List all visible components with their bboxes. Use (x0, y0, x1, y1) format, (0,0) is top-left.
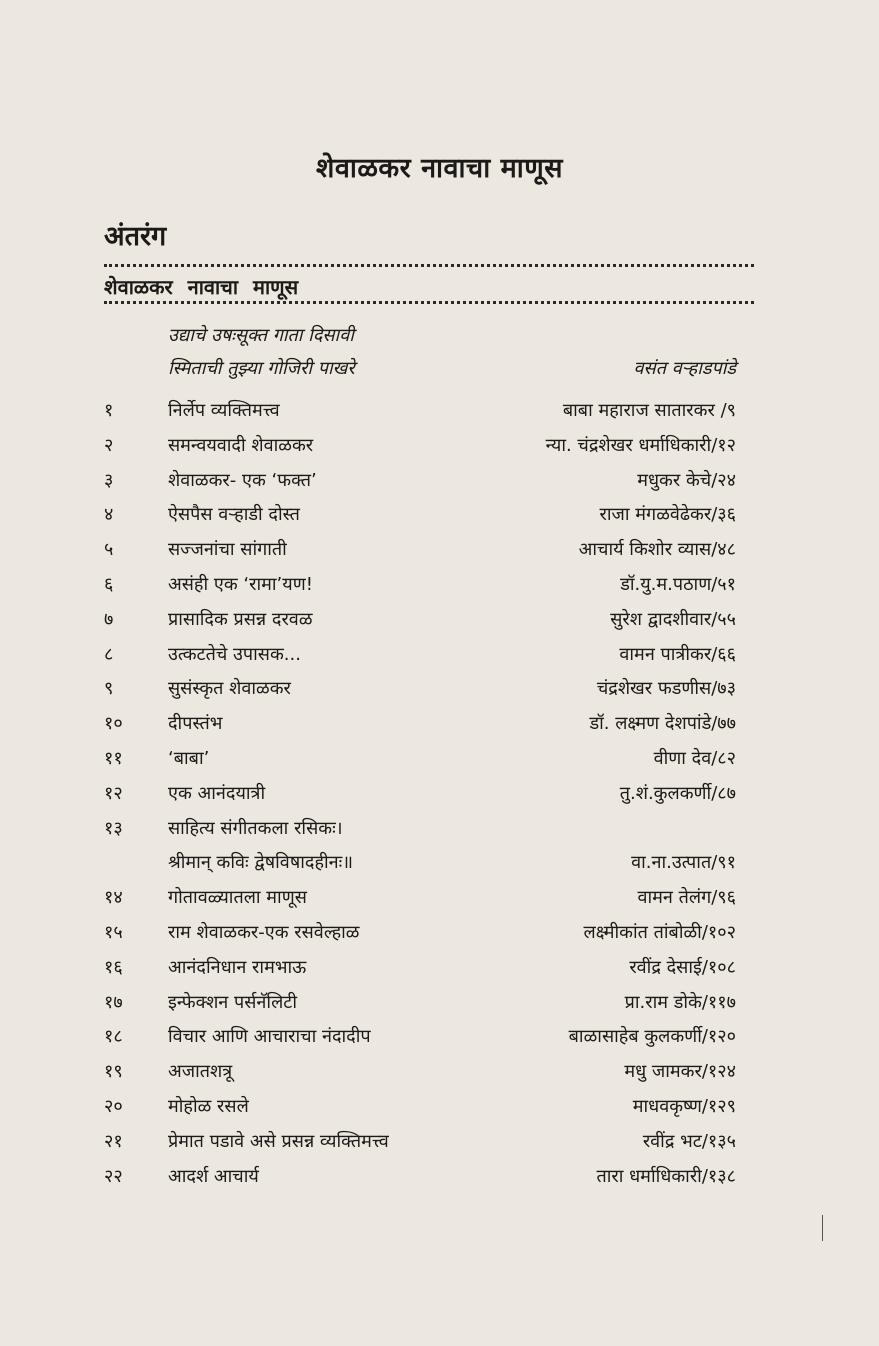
dotted-divider-top (104, 264, 754, 267)
toc-number: १३ (104, 817, 123, 839)
toc-author-page: रवींद्र देसाई/१०८ (629, 956, 736, 978)
toc-title: अजातशत्रू (168, 1061, 233, 1083)
toc-title: गोतावळ्यातला माणूस (168, 887, 307, 909)
toc-author-page: माधवकृष्ण/१२९ (632, 1095, 736, 1117)
toc-title: उत्कटतेचे उपासक... (168, 643, 301, 665)
toc-title: श्रीमान् कविः द्वेषविषादहीनः॥ (168, 852, 354, 874)
toc-author-page: तारा धर्माधिकारी/१३८ (596, 1165, 736, 1187)
toc-author-page: वामन पात्रीकर/६६ (619, 643, 736, 665)
toc-entry (0, 398, 879, 433)
toc-author-page: वा.ना.उत्पात/९१ (631, 852, 736, 874)
epigraph-line-1: उद्याचे उषःसूक्त गाता दिसावी (168, 325, 354, 346)
dotted-divider-bottom (104, 301, 754, 304)
epigraph-line-2: स्मिताची तुझ्या गोजिरी पाखरे (168, 358, 355, 379)
toc-number: १५ (104, 921, 123, 943)
toc-title: प्रासादिक प्रसन्न दरवळ (168, 608, 313, 630)
toc-title: आनंदनिधान रामभाऊ (168, 956, 307, 978)
toc-number: १८ (104, 1026, 123, 1048)
toc-entry (0, 850, 879, 885)
toc-author-page: मधु जामकर/१२४ (624, 1061, 736, 1083)
toc-title: दीपस्तंभ (168, 713, 223, 735)
toc-author-page: वीणा देव/८२ (653, 747, 736, 769)
toc-author-page: न्या. चंद्रशेखर धर्माधिकारी/१२ (545, 434, 736, 456)
toc-entry (0, 642, 879, 677)
toc-number: २१ (104, 1130, 123, 1152)
table-of-contents (0, 398, 879, 1198)
toc-author-page: प्रा.राम डोके/११७ (624, 991, 736, 1013)
book-title: शेवाळकर नावाचा माणूस (316, 153, 563, 184)
toc-number: १६ (104, 956, 123, 978)
toc-author-page: आचार्य किशोर व्यास/४८ (578, 539, 736, 561)
toc-title: एक आनंदयात्री (168, 782, 266, 804)
toc-author-page: बाळासाहेब कुलकर्णी/१२० (568, 1026, 736, 1048)
toc-title: राम शेवाळकर-एक रसवेल्हाळ (168, 921, 360, 943)
toc-number: १४ (104, 887, 123, 909)
toc-number: १ (104, 400, 114, 421)
toc-entry (0, 572, 879, 607)
toc-title: ‘बाबा’ (168, 747, 210, 769)
toc-entry (0, 990, 879, 1025)
toc-entry (0, 1094, 879, 1129)
epigraph-author: वसंत वऱ्हाडपांडे (633, 358, 736, 379)
toc-title: असंही एक ‘रामा’यण! (168, 573, 313, 595)
toc-entry (0, 607, 879, 642)
part-heading: शेवाळकर नावाचा माणूस (104, 275, 299, 299)
toc-title: विचार आणि आचाराचा नंदादीप (168, 1026, 371, 1048)
toc-author-page: लक्ष्मीकांत तांबोळी/१०२ (583, 921, 736, 943)
toc-author-page: बाबा महाराज सातारकर /९ (562, 400, 736, 421)
toc-entry (0, 711, 879, 746)
toc-author-page: मधुकर केचे/२४ (637, 469, 736, 491)
toc-entry (0, 1059, 879, 1094)
toc-author-page: चंद्रशेखर फडणीस/७३ (596, 678, 736, 700)
toc-number: २० (104, 1095, 123, 1117)
toc-number: ११ (104, 747, 123, 769)
toc-entry (0, 920, 879, 955)
toc-title: समन्वयवादी शेवाळकर (168, 434, 314, 456)
toc-entry (0, 885, 879, 920)
toc-number: ४ (104, 504, 114, 526)
margin-mark (822, 1215, 823, 1241)
toc-entry (0, 1164, 879, 1199)
toc-number: १९ (104, 1061, 123, 1083)
toc-number: ३ (104, 469, 114, 491)
section-heading: अंतरंग (104, 221, 167, 252)
toc-author-page: डॉ. लक्ष्मण देशपांडे/७७ (589, 713, 736, 735)
toc-author-page: राजा मंगळवेढेकर/३६ (599, 504, 736, 526)
toc-entry (0, 816, 879, 851)
toc-number: १० (104, 713, 123, 735)
toc-title: सुसंस्कृत शेवाळकर (168, 678, 291, 700)
toc-entry (0, 955, 879, 990)
toc-author-page: रवींद्र भट/१३५ (642, 1130, 736, 1152)
toc-entry (0, 468, 879, 503)
toc-entry (0, 1024, 879, 1059)
toc-number: ५ (104, 539, 114, 561)
toc-title: ऐसपैस वऱ्हाडी दोस्त (168, 504, 300, 526)
toc-number: २ (104, 434, 114, 456)
toc-number: ७ (104, 608, 114, 630)
toc-entry (0, 781, 879, 816)
toc-title: शेवाळकर- एक ‘फक्त’ (168, 469, 317, 491)
toc-entry (0, 502, 879, 537)
toc-author-page: सुरेश द्वादशीवार/५५ (610, 608, 736, 630)
toc-title: साहित्य संगीतकला रसिकः। (168, 817, 343, 839)
toc-title: इन्फेक्शन पर्सनॅलिटी (168, 991, 298, 1013)
toc-author-page: तु.शं.कुलकर्णी/८७ (619, 782, 736, 804)
toc-number: १७ (104, 991, 123, 1013)
toc-title: मोहोळ रसले (168, 1095, 249, 1117)
toc-entry (0, 1129, 879, 1164)
toc-entry (0, 433, 879, 468)
toc-entry (0, 676, 879, 711)
toc-number: ९ (104, 678, 114, 700)
toc-title: प्रेमात पडावे असे प्रसन्न व्यक्तिमत्त्व (168, 1130, 389, 1152)
toc-number: २२ (104, 1165, 123, 1187)
toc-title: निर्लेप व्यक्तिमत्त्व (168, 400, 280, 421)
toc-entry (0, 537, 879, 572)
toc-number: ८ (104, 643, 114, 665)
toc-title: सज्जनांचा सांगाती (168, 539, 287, 561)
toc-author-page: डॉ.यु.म.पठाण/५१ (620, 573, 736, 595)
toc-author-page: वामन तेलंग/९६ (637, 887, 736, 909)
toc-entry (0, 746, 879, 781)
toc-title: आदर्श आचार्य (168, 1165, 259, 1187)
toc-number: ६ (104, 573, 114, 595)
toc-number: १२ (104, 782, 123, 804)
